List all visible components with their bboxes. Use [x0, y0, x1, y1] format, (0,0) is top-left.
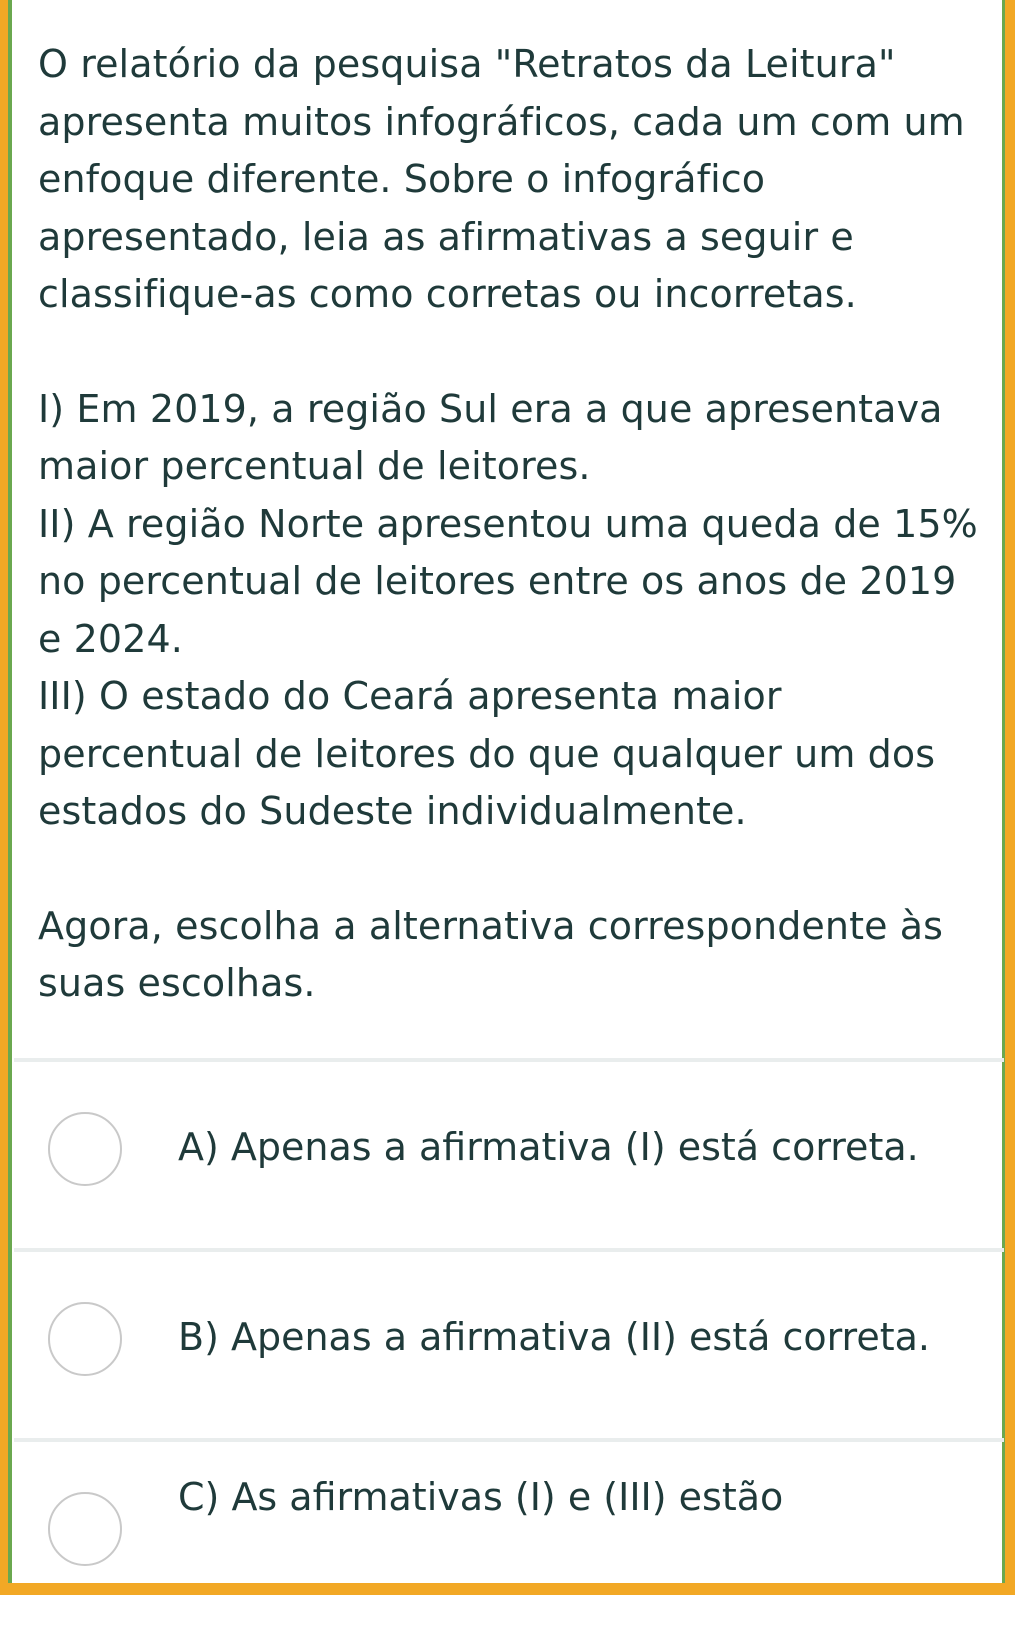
question-intro: O relatório da pesquisa "Retratos da Leitura" apresenta muitos infográficos, cada um com um enfoque diferente. Sobre o infográfico apresentado, leia as afirmativas a seguir e classifique-as como corretas ou incorretas.: [38, 42, 965, 316]
option-c[interactable]: [14, 1442, 1004, 1628]
statement-2: II) A região Norte apresentou uma queda de 15% no percentual de leitores entre os anos de 2019 e 2024.: [38, 501, 978, 661]
option-a-label: A) Apenas a afirmativa (I) está correta.: [178, 1125, 919, 1169]
bottom-frame-border: [0, 1583, 1015, 1595]
statement-3: III) O estado do Ceará apresenta maior percentual de leitores do que qualquer um dos estados do Sudeste individualmente.: [38, 674, 936, 833]
radio-circle-icon[interactable]: [48, 1492, 122, 1566]
question-instruction: Agora, escolha a alternativa correspondente às suas escolhas.: [38, 903, 944, 1005]
question-text: [38, 36, 988, 1013]
option-b-label: B) Apenas a afirmativa (II) está correta.: [178, 1315, 930, 1359]
left-frame-border: [0, 0, 8, 1595]
left-frame-accent: [8, 0, 12, 1595]
radio-circle-icon[interactable]: [48, 1112, 122, 1186]
option-a[interactable]: [14, 1062, 1004, 1248]
option-c-label: C) As afirmativas (I) e (III) estão: [178, 1475, 784, 1519]
radio-circle-icon[interactable]: [48, 1302, 122, 1376]
option-b[interactable]: [14, 1252, 1004, 1438]
statement-1: I) Em 2019, a região Sul era a que apresentava maior percentual de leitores.: [38, 386, 943, 488]
right-frame-border: [1005, 0, 1015, 1595]
